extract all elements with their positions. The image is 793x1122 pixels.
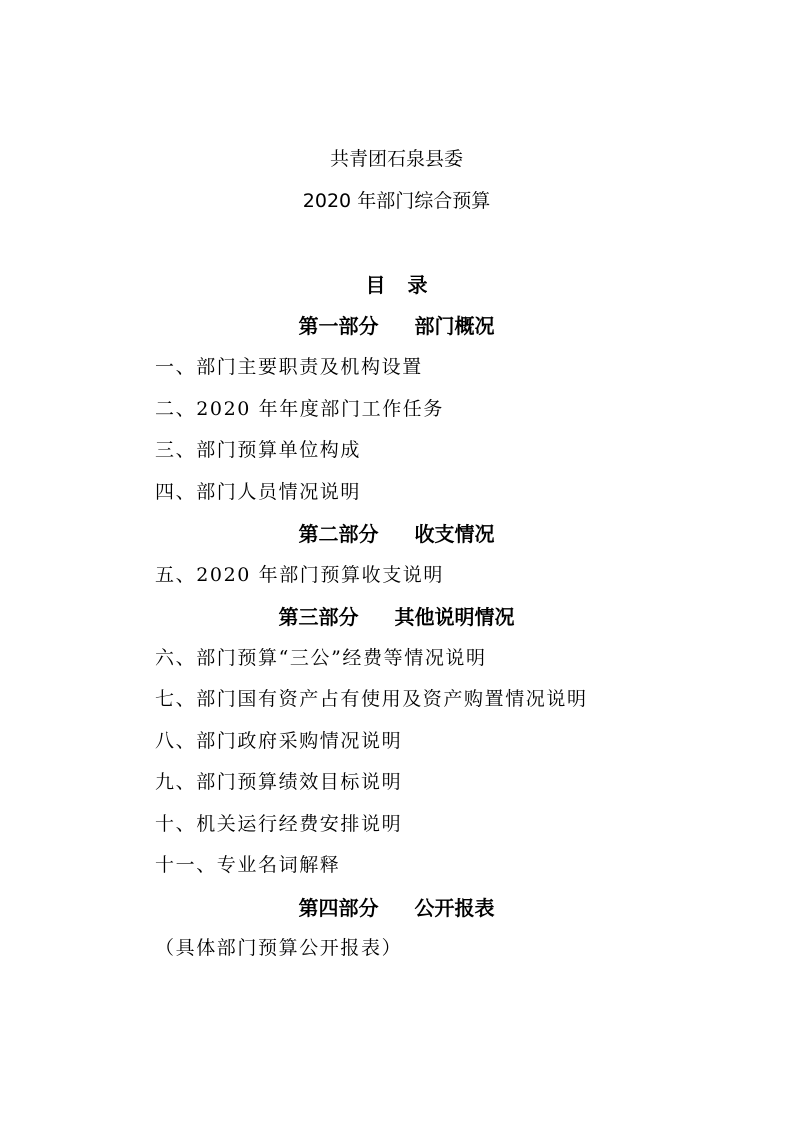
part-name: 收支情况 xyxy=(414,522,495,546)
toc-item: 七、部门国有资产占有使用及资产购置情况说明 xyxy=(155,688,588,710)
toc-item: 三、部门预算单位构成 xyxy=(155,439,362,461)
toc-heading-char-1: 目 xyxy=(365,273,386,297)
toc-item: 一、部门主要职责及机构设置 xyxy=(155,356,423,378)
document-title-budget: 2020 年部门综合预算 xyxy=(302,190,491,212)
part-heading-1 xyxy=(0,316,793,336)
toc-item: 九、部门预算绩效目标说明 xyxy=(155,771,403,793)
part-name: 部门概况 xyxy=(414,314,495,338)
toc-item: 六、部门预算“三公”经费等情况说明 xyxy=(155,647,487,669)
part-heading-2 xyxy=(0,524,793,544)
part-name: 其他说明情况 xyxy=(394,605,515,629)
toc-heading xyxy=(0,275,793,295)
toc-item: 十一、专业名词解释 xyxy=(155,854,341,876)
part-label: 第三部分 xyxy=(278,605,359,629)
toc-item: 四、部门人员情况说明 xyxy=(155,481,362,503)
toc-item: （具体部门预算公开报表） xyxy=(155,937,403,959)
part-label: 第一部分 xyxy=(298,314,379,338)
part-label: 第二部分 xyxy=(298,522,379,546)
toc-item: 八、部门政府采购情况说明 xyxy=(155,730,403,752)
part-label: 第四部分 xyxy=(298,896,379,920)
toc-item: 五、2020 年部门预算收支说明 xyxy=(155,564,444,586)
toc-heading-char-2: 录 xyxy=(407,273,428,297)
part-heading-4 xyxy=(0,898,793,918)
toc-item: 十、机关运行经费安排说明 xyxy=(155,813,403,835)
toc-item: 二、2020 年年度部门工作任务 xyxy=(155,398,444,420)
document-title-organization: 共青团石泉县委 xyxy=(329,148,463,170)
part-name: 公开报表 xyxy=(414,896,495,920)
part-heading-3 xyxy=(0,607,793,627)
